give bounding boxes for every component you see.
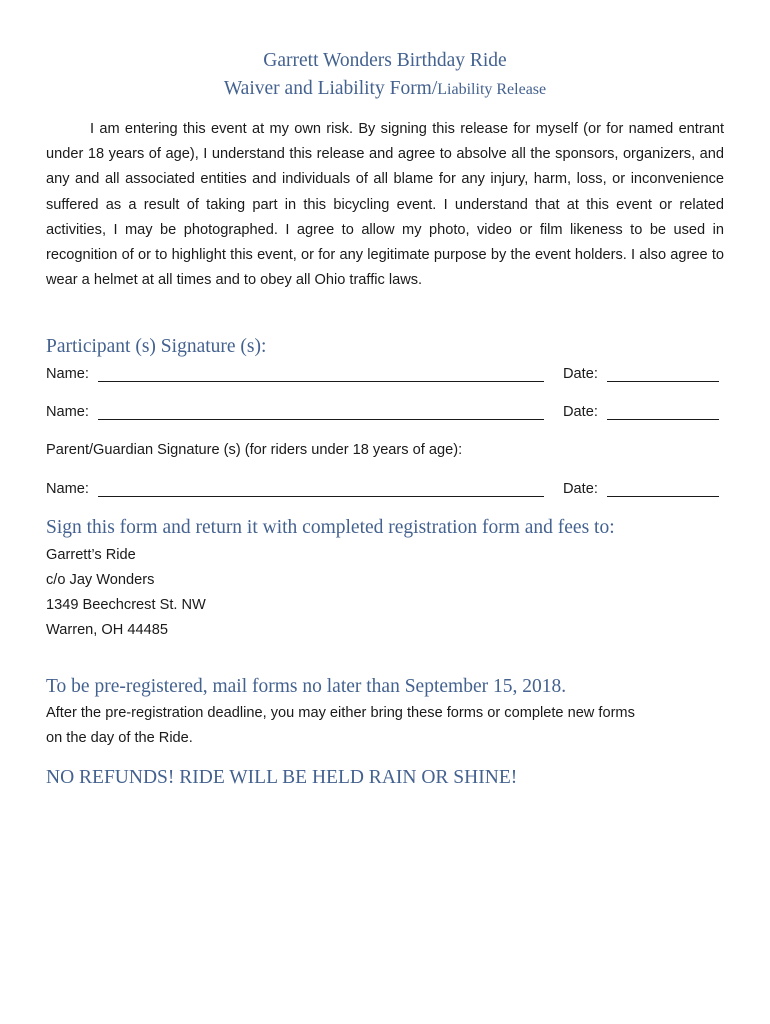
date-label: Date:	[563, 481, 598, 497]
guardian-name-field[interactable]	[98, 496, 544, 497]
participant-name-field-1[interactable]	[98, 381, 544, 382]
form-title: Garrett Wonders Birthday Ride	[263, 50, 507, 71]
address-line: c/o Jay Wonders	[46, 572, 155, 588]
name-label: Name:	[46, 404, 89, 420]
no-refunds-notice: NO REFUNDS! RIDE WILL BE HELD RAIN OR SHINE!	[46, 767, 518, 788]
guardian-signature-label: Parent/Guardian Signature (s) (for riders under 18 years of age):	[46, 442, 463, 458]
form-subtitle	[0, 75, 770, 104]
guardian-row	[46, 478, 720, 500]
name-label: Name:	[46, 366, 89, 382]
participant-date-field-1[interactable]	[607, 381, 719, 382]
participant-signature-heading: Participant (s) Signature (s):	[46, 336, 267, 357]
deadline-text-line: on the day of the Ride.	[46, 730, 193, 746]
return-instructions-heading: Sign this form and return it with completed registration form and fees to:	[46, 517, 615, 538]
guardian-date-field[interactable]	[607, 496, 719, 497]
deadline-text-line: After the pre-registration deadline, you may either bring these forms or complete new forms	[46, 705, 635, 721]
date-label: Date:	[563, 366, 598, 382]
form-title-block	[0, 47, 770, 104]
participant-name-field-2[interactable]	[98, 419, 544, 420]
date-label: Date:	[563, 404, 598, 420]
participant-row-2	[46, 401, 720, 423]
participant-row-1	[46, 363, 720, 385]
address-line: Garrett’s Ride	[46, 547, 136, 563]
form-subtitle-main: Waiver and Liability Form/	[223, 78, 438, 99]
deadline-heading: To be pre-registered, mail forms no later than September 15, 2018.	[46, 676, 567, 697]
participant-date-field-2[interactable]	[607, 419, 719, 420]
form-subtitle-small: Liability Release	[437, 81, 547, 98]
address-line: 1349 Beechcrest St. NW	[46, 597, 206, 613]
waiver-paragraph: I am entering this event at my own risk. By signing this release for myself (or for named entrant under 18 years of age), I understand this release and agree to absolve all the sponsors, organizers, and any and all associated entities and individuals of all blame for any injury, harm, loss, or inconvenience suffered as a result of taking part in this bicycling event. I understand that at this event or related activities, I may be photographed. I agree to allow my photo, video or film likeness to be used in recognition of or to highlight this event, or for any legitimate purpose by the event holders. I also agree to wear a helmet at all times and to obey all Ohio traffic laws.	[46, 121, 724, 289]
address-line: Warren, OH 44485	[46, 622, 168, 638]
name-label: Name:	[46, 481, 89, 497]
